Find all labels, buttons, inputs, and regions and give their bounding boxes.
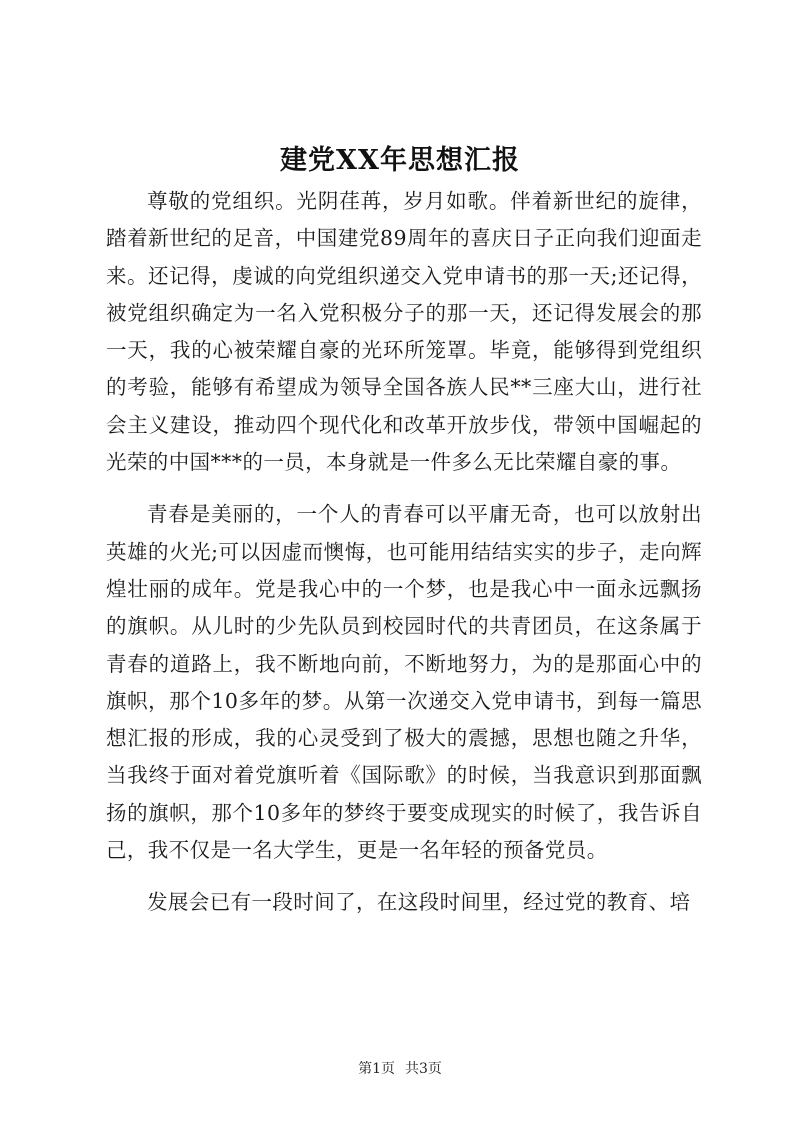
page-number: 第1页	[358, 1061, 395, 1077]
page-total: 共3页	[405, 1061, 442, 1077]
paragraph: 发展会已有一段时间了，在这段时间里，经过党的教育、培	[147, 890, 691, 915]
paragraph: 尊敬的党组织。光阴荏苒，岁月如歌。伴着新世纪的旋律，踏着新世纪的足音，中国建党89周年的喜庆日子正向我们迎面走来。还记得，虔诚的向党组织递交入党申请书的那一天;还记得，被党组织确定为一名入党积极分子的那一天，还记得发展会的那一天，我的心被荣耀自豪的光环所笼罩。毕竟，能够得到党组织的考验，能够有希望成为领导全国各族人民**三座大山，进行社会主义建设，推动四个现代化和改革开放步伐，带领中国崛起的光荣的中国***的一员，本身就是一件多么无比荣耀自豪的事。	[106, 189, 702, 475]
document-body	[106, 183, 702, 922]
document-title: 建党XX年思想汇报	[280, 145, 520, 176]
paragraph: 青春是美丽的，一个人的青春可以平庸无奇，也可以放射出英雄的火光;可以因虚而懊悔，也可能用结结实实的步子，走向辉煌壮丽的成年。党是我心中的一个梦，也是我心中一面永远飘扬的旗帜。从儿时的少先队员到校园时代的共青团员，在这条属于青春的道路上，我不断地向前，不断地努力，为的是那面心中的旗帜，那个10多年的梦。从第一次递交入党申请书，到每一篇思想汇报的形成，我的心灵受到了极大的震撼，思想也随之升华，当我终于面对着党旗听着《国际歌》的时候，当我意识到那面飘扬的旗帜，那个10多年的梦终于要变成现实的时候了，我告诉自己，我不仅是一名大学生，更是一名年轻的预备党员。	[106, 502, 702, 863]
page-footer	[0, 1060, 800, 1078]
